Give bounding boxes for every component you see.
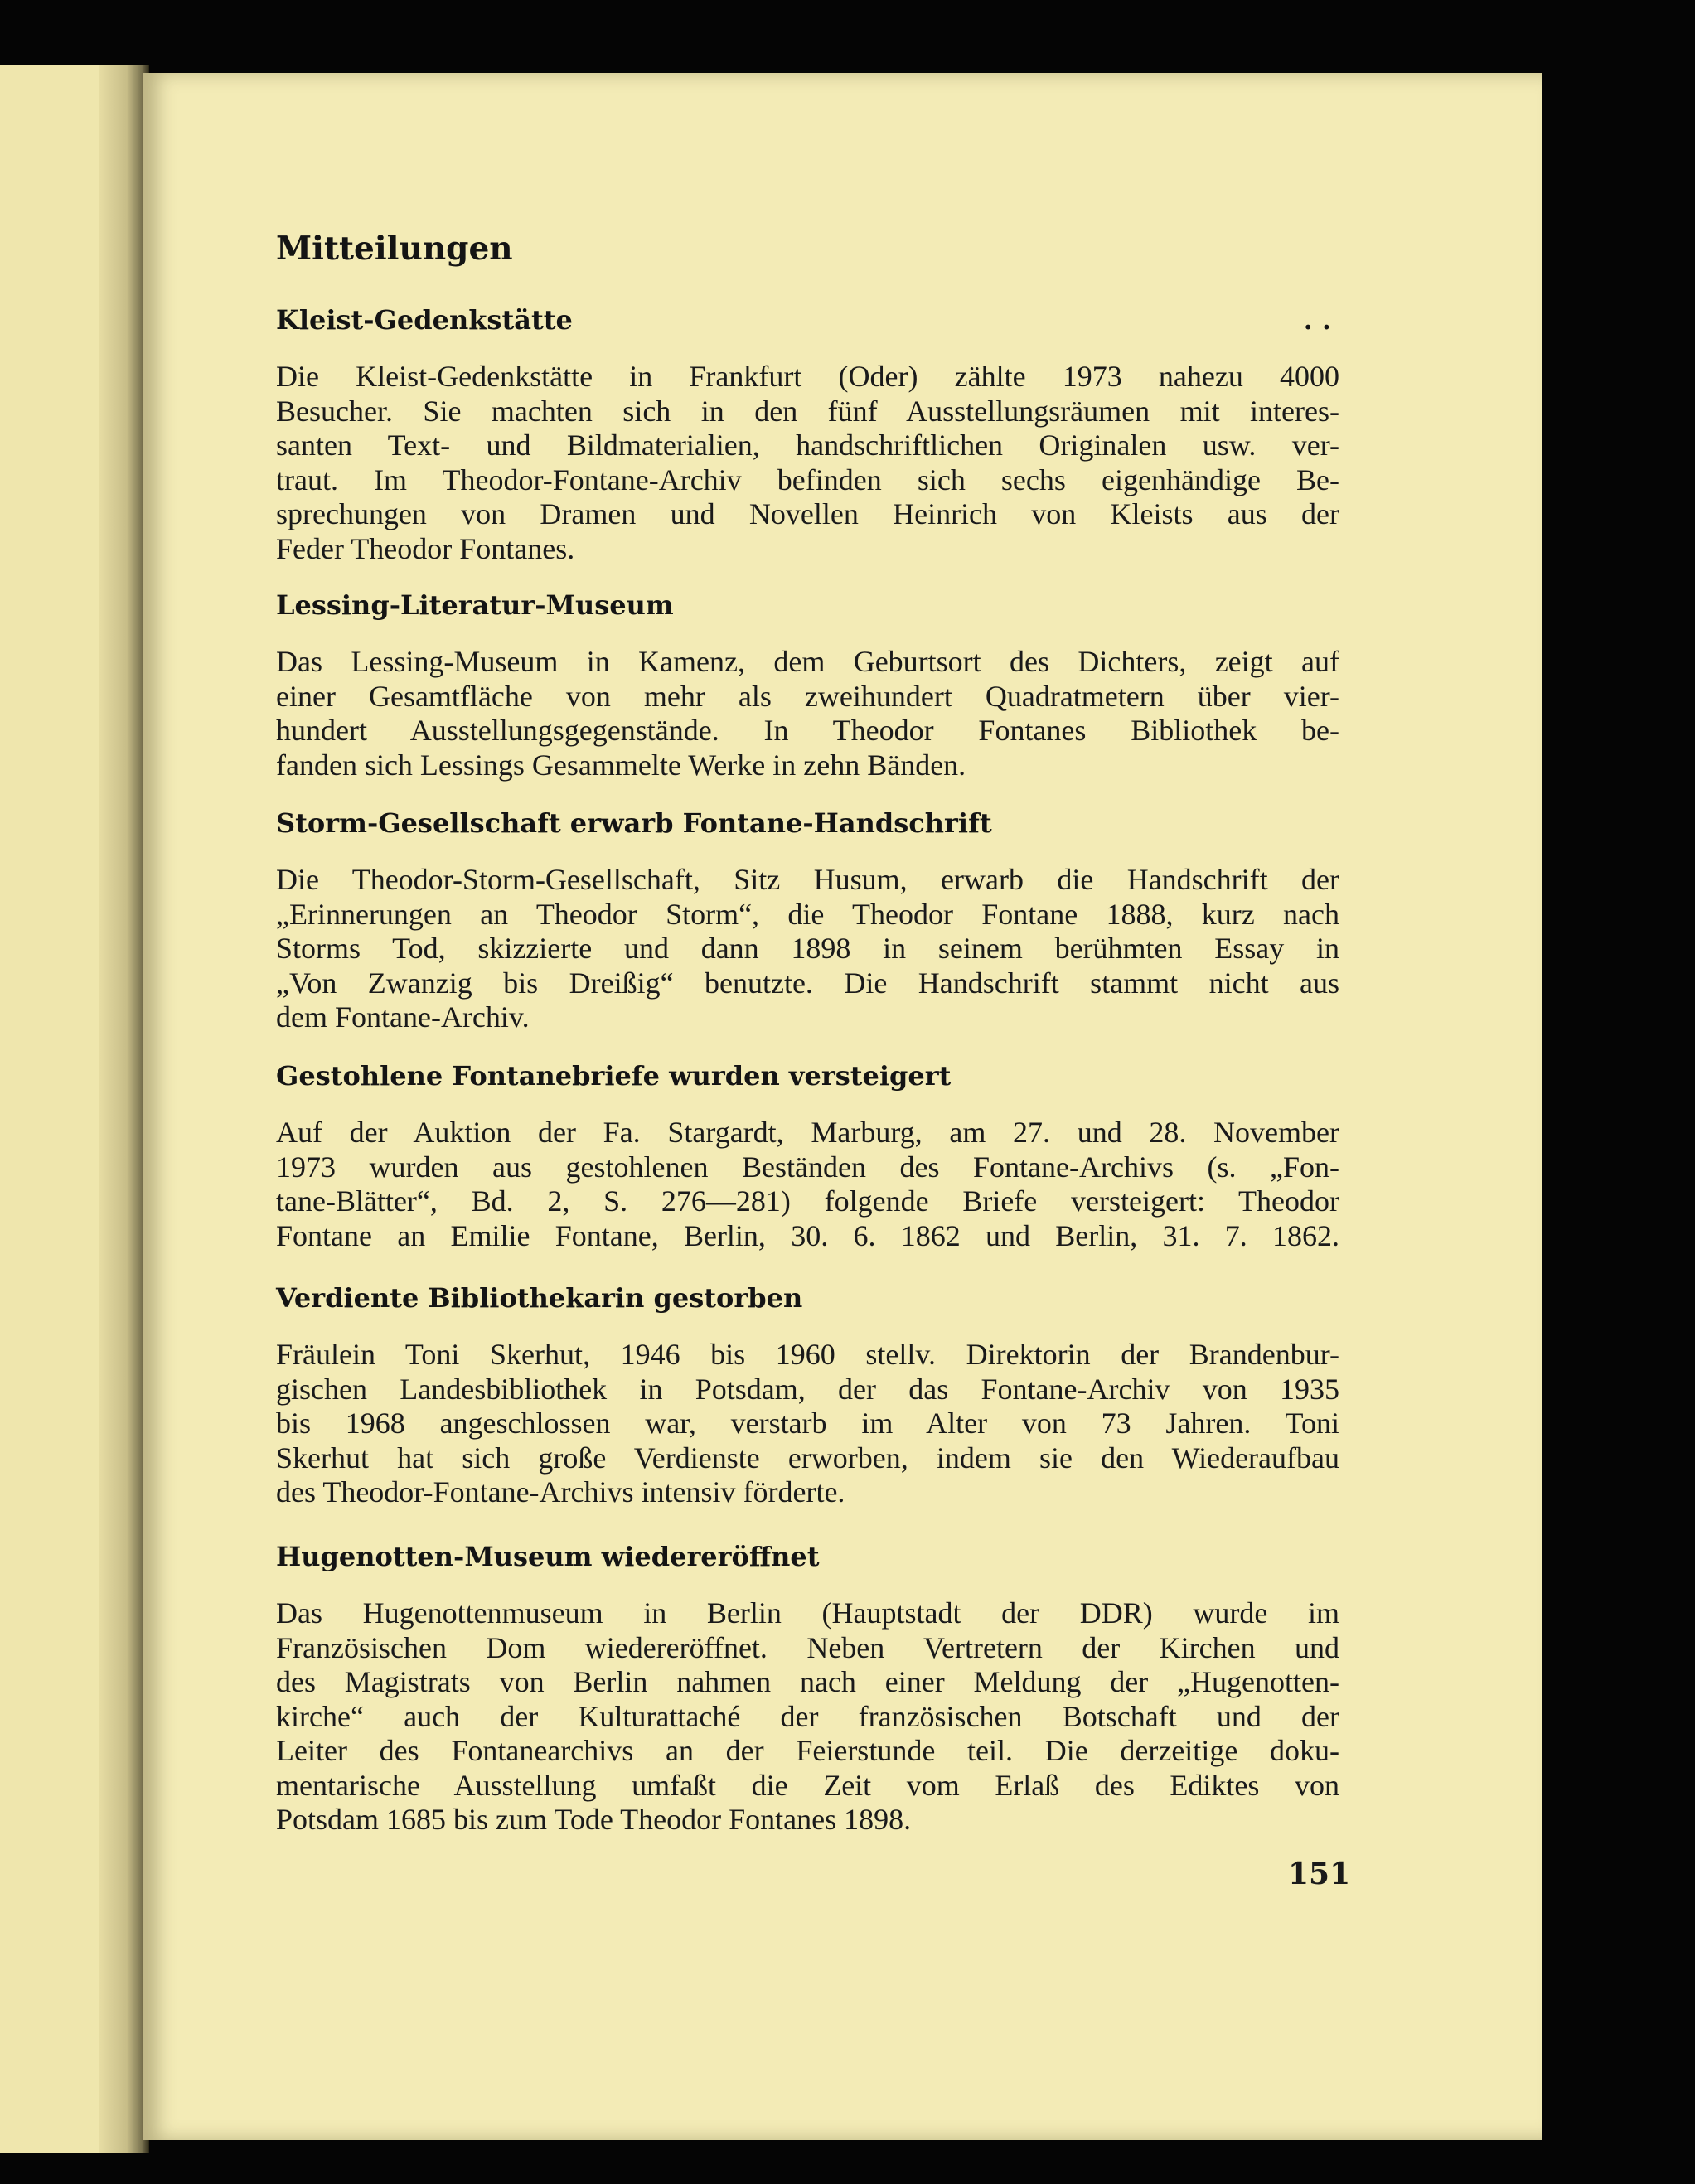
text-line: Storms Tod, skizzierte und dann 1898 in seinem berühmten Essay in (276, 932, 1339, 965)
text-line: hundert Ausstellungsgegenstände. In Theodor Fontanes Bibliothek be- (276, 714, 1339, 747)
book-gutter (99, 65, 149, 2153)
text-line: Leiter des Fontanearchivs an der Feierstunde teil. Die derzeitige doku- (276, 1734, 1339, 1767)
section-storm (276, 800, 1339, 1035)
text-line: Besucher. Sie machten sich in den fünf Ausstellungsräumen mit interes- (276, 394, 1339, 428)
section-heading: Verdiente Bibliothekarin gestorben (276, 1282, 803, 1314)
text-line: „Erinnerungen an Theodor Storm“, die Theodor Fontane 1888, kurz nach (276, 897, 1339, 931)
left-page-edge (0, 65, 116, 2153)
text-line: Fontane an Emilie Fontane, Berlin, 30. 6. 1862 und Berlin, 31. 7. 1862. (276, 1218, 1339, 1252)
page-title: Mitteilungen (276, 230, 513, 268)
text-line: 1973 wurden aus gestohlenen Beständen des Fontane-Archivs (s. „Fon- (276, 1150, 1339, 1184)
text-line: sprechungen von Dramen und Novellen Heinrich von Kleists aus der (276, 497, 1339, 530)
text-line: dem Fontane-Archiv. (276, 1000, 530, 1034)
text-line: traut. Im Theodor-Fontane-Archiv befinden sich sechs eigenhändige Be- (276, 462, 1339, 496)
text-line: des Magistrats von Berlin nahmen nach einer Meldung der „Hugenotten- (276, 1665, 1339, 1698)
text-line: santen Text- und Bildmaterialien, handschriftlichen Originalen usw. ver- (276, 429, 1339, 462)
text-line: kirche“ auch der Kulturattaché der französischen Botschaft und der (276, 1699, 1339, 1733)
section-heading-text: Kleist-Gedenkstätte (276, 304, 573, 336)
text-line: tane-Blätter“, Bd. 2, S. 276—281) folgende Briefe versteigert: Theodor (276, 1184, 1339, 1218)
section-fontanebriefe (276, 1053, 1339, 1253)
text-line: Skerhut hat sich große Verdienste erworben, indem sie den Wiederaufbau (276, 1441, 1339, 1475)
text-line: Feder Theodor Fontanes. (276, 531, 575, 565)
text-line: Französischen Dom wiedereröffnet. Neben Vertretern der Kirchen und (276, 1630, 1339, 1664)
section-hugenotten (276, 1533, 1339, 1838)
page-content (276, 224, 1339, 1836)
text-line: Die Theodor-Storm-Gesellschaft, Sitz Husum, erwarb die Handschrift der (276, 863, 1339, 896)
text-line: mentarische Ausstellung umfaßt die Zeit vom Erlaß des Ediktes von (276, 1768, 1339, 1802)
text-line: fanden sich Lessings Gesammelte Werke in zehn Bänden. (276, 748, 966, 782)
text-line: Das Hugenottenmuseum in Berlin (Hauptstadt der DDR) wurde im (276, 1596, 1339, 1630)
section-kleist (276, 297, 1339, 566)
text-line: „Von Zwanzig bis Dreißig“ benutzte. Die Handschrift stammt nicht aus (276, 966, 1339, 1000)
text-line: Das Lessing-Museum in Kamenz, dem Geburtsort des Dichters, zeigt auf (276, 645, 1339, 678)
section-marker: . . (1303, 304, 1331, 336)
text-line: gischen Landesbibliothek in Potsdam, der das Fontane-Archiv von 1935 (276, 1372, 1339, 1406)
section-heading: Gestohlene Fontanebriefe wurden versteigert (276, 1060, 952, 1092)
section-heading: Storm-Gesellschaft erwarb Fontane-Handschrift (276, 807, 992, 839)
page-number: 151 (1288, 1857, 1351, 1891)
text-line: Auf der Auktion der Fa. Stargardt, Marburg, am 27. und 28. November (276, 1116, 1339, 1149)
section-lessing (276, 582, 1339, 782)
text-line: einer Gesamtfläche von mehr als zweihundert Quadratmetern über vier- (276, 679, 1339, 713)
section-heading: Lessing-Literatur-Museum (276, 589, 674, 621)
text-line: bis 1968 angeschlossen war, verstarb im Alter von 73 Jahren. Toni (276, 1407, 1339, 1440)
text-line: Fräulein Toni Skerhut, 1946 bis 1960 stellv. Direktorin der Brandenbur- (276, 1338, 1339, 1371)
section-bibliothekarin (276, 1275, 1339, 1510)
text-line: Potsdam 1685 bis zum Tode Theodor Fontanes 1898. (276, 1803, 912, 1836)
text-line: Die Kleist-Gedenkstätte in Frankfurt (Oder) zählte 1973 nahezu 4000 (276, 360, 1339, 393)
section-heading (276, 297, 1339, 343)
text-line: des Theodor-Fontane-Archivs intensiv förderte. (276, 1475, 845, 1508)
section-heading: Hugenotten-Museum wiedereröffnet (276, 1541, 820, 1572)
